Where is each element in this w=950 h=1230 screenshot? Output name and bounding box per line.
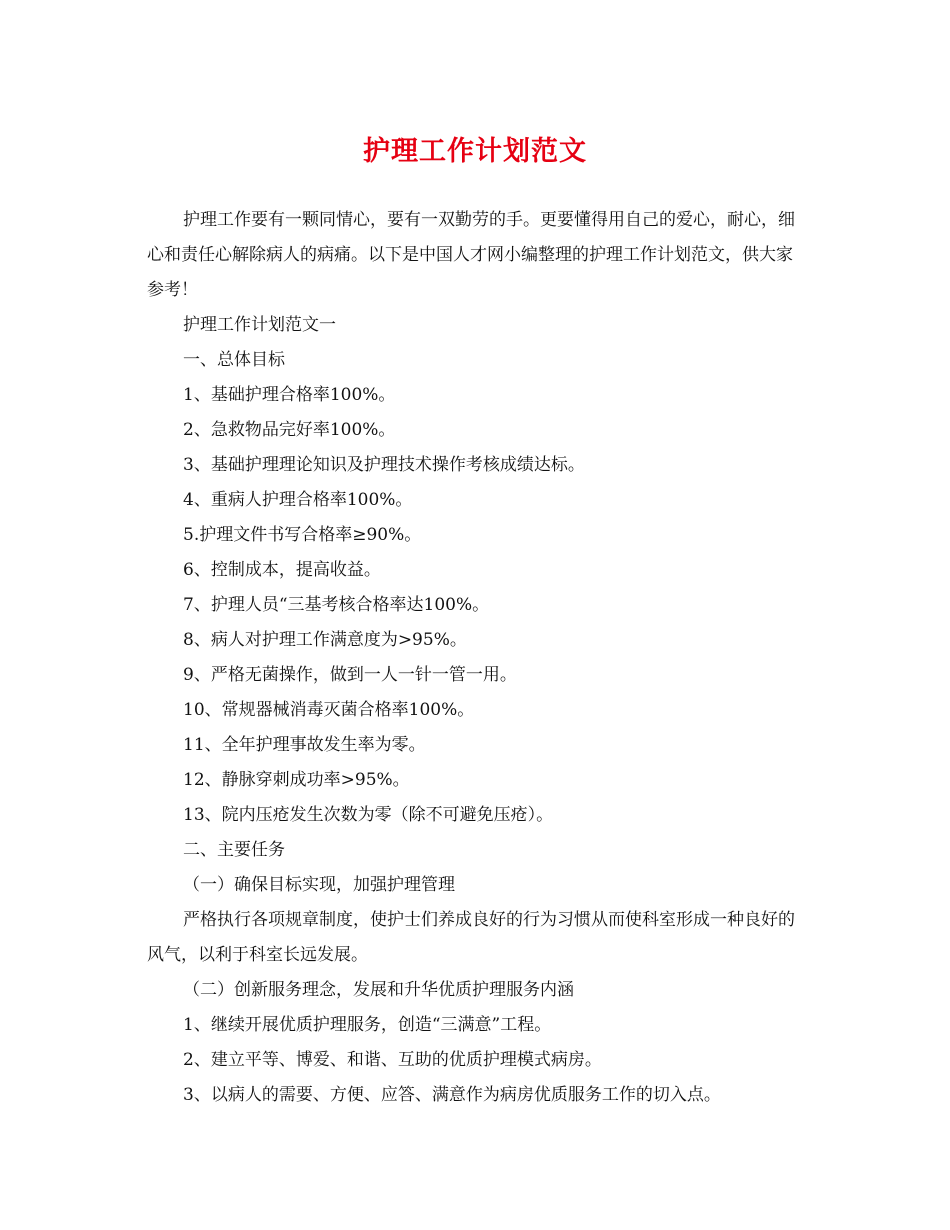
section-heading-main-tasks: 二、主要任务	[183, 840, 285, 860]
subsection-heading: （一）确保目标实现，加强护理管理	[183, 875, 455, 895]
document-title: 护理工作计划范文	[363, 136, 587, 167]
goal-item: 6、控制成本，提高收益。	[183, 560, 381, 580]
section-heading-plan-one: 护理工作计划范文一	[183, 315, 336, 335]
task-item: 3、以病人的需要、方便、应答、满意作为病房优质服务工作的切入点。	[183, 1085, 721, 1105]
goal-item: 7、护理人员“三基考核合格率达100%。	[183, 595, 490, 615]
section-heading-overall-goals: 一、总体目标	[183, 350, 285, 370]
intro-paragraph: 护理工作要有一颗同情心，要有一双勤劳的手。更要懂得用自己的爱心，耐心，细心和责任心解除病人的病痛。以下是中国人才网小编整理的护理工作计划范文，供大家参考！	[147, 210, 795, 300]
goal-item: 13、院内压疮发生次数为零（除不可避免压疮）。	[183, 805, 554, 825]
goal-item: 10、常规器械消毒灭菌合格率100%。	[183, 700, 475, 720]
goal-item: 9、严格无菌操作，做到一人一针一管一用。	[183, 665, 517, 685]
task-item: 2、建立平等、博爱、和谐、互助的优质护理模式病房。	[183, 1050, 602, 1070]
goal-item: 1、基础护理合格率100%。	[183, 385, 396, 405]
document-body	[147, 203, 803, 1113]
goal-item: 12、静脉穿刺成功率>95%。	[183, 770, 410, 790]
task-item: 1、继续开展优质护理服务，创造“三满意”工程。	[183, 1015, 552, 1035]
goal-item: 3、基础护理理论知识及护理技术操作考核成绩达标。	[183, 455, 585, 475]
goal-item: 5.护理文件书写合格率≥90%。	[183, 525, 422, 545]
goal-item: 8、病人对护理工作满意度为>95%。	[183, 630, 467, 650]
goal-item: 2、急救物品完好率100%。	[183, 420, 396, 440]
goal-item: 4、重病人护理合格率100%。	[183, 490, 413, 510]
subsection-heading: （二）创新服务理念，发展和升华优质护理服务内涵	[183, 980, 574, 1000]
goal-item: 11、全年护理事故发生率为零。	[183, 735, 426, 755]
body-paragraph: 严格执行各项规章制度，使护士们养成良好的行为习惯从而使科室形成一种良好的风气，以利于科室长远发展。	[147, 910, 795, 965]
